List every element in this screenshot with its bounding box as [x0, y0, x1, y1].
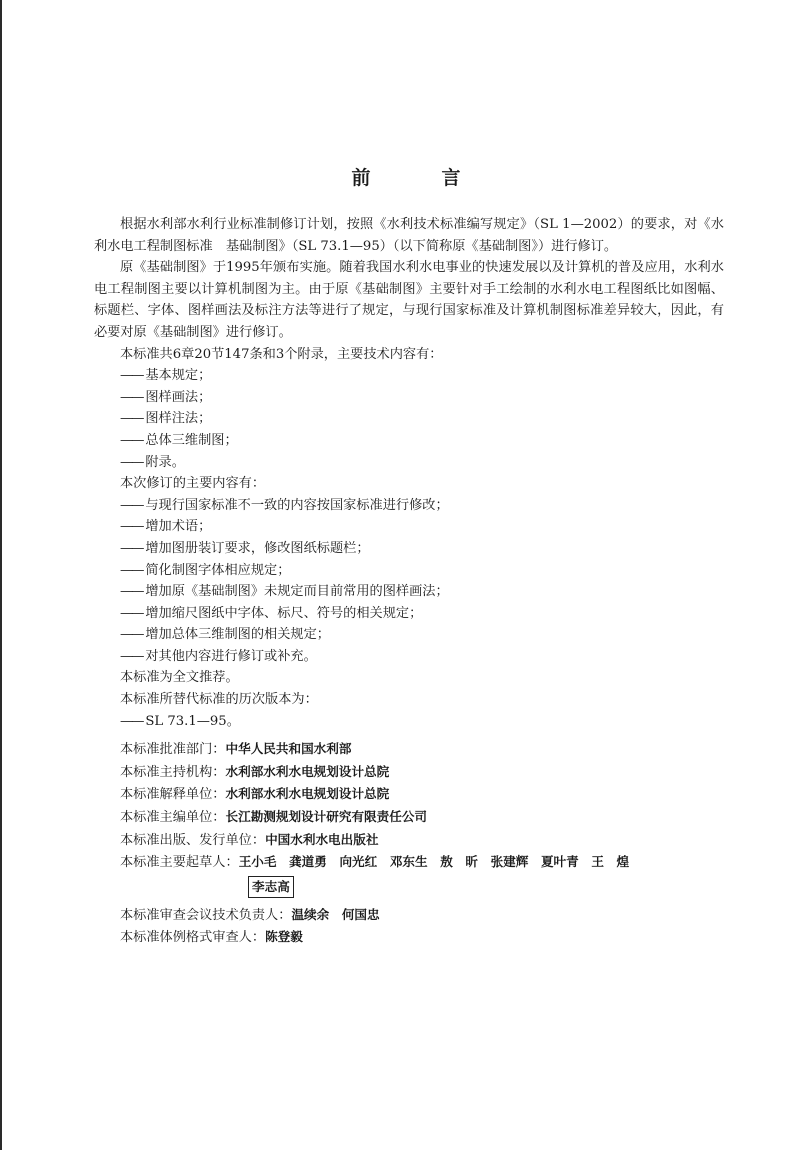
replaced-label: 本标准所替代标准的历次版本为：	[120, 692, 318, 708]
content-item: —— 总体三维制图；	[94, 430, 724, 452]
info-label: 本标准主编单位：	[120, 810, 226, 826]
revision-item: —— 增加图册装订要求，修改图纸标题栏；	[94, 538, 724, 560]
info-row-host	[94, 761, 724, 784]
info-row-publisher	[94, 829, 724, 852]
boxed-name-row	[94, 876, 724, 902]
revision-item: —— 简化制图字体相应规定；	[94, 560, 724, 582]
info-row-approval	[94, 738, 724, 761]
info-value: 水利部水利水电规划设计总院	[225, 763, 390, 779]
preface-body	[94, 214, 724, 949]
intro-paragraph-1: 根据水利部水利行业标准制修订计划，按照《水利技术标准编写规定》（SL 1—2002）的要求，对《水利水电工程制图标准 基础制图》（SL 73.1—95）（以下简称原《基础制图》）进行修订。	[94, 217, 724, 254]
recommend-note: 本标准为全文推荐。	[120, 670, 239, 686]
revision-item: —— 对其他内容进行修订或补充。	[94, 646, 724, 668]
info-row-interpretation	[94, 783, 724, 806]
info-value: 陈登毅	[265, 929, 303, 945]
info-row-review-lead	[94, 904, 724, 927]
page-title: 前 言	[351, 167, 487, 189]
intro-paragraph-2: 原《基础制图》于1995年颁布实施。随着我国水利水电事业的快速发展以及计算机的普及应用，水利水电工程制图主要以计算机制图为主。由于原《基础制图》主要针对手工绘制的水利水电工程图纸比如图幅、标题栏、字体、图样画法及标注方法等进行了规定，与现行国家标准及计算机制图标准差异较大，因此，有必要对原《基础制图》进行修订。	[94, 260, 724, 340]
content-item: —— 图样注法；	[94, 408, 724, 430]
info-block	[94, 738, 724, 949]
revision-intro: 本次修订的主要内容有：	[120, 476, 266, 492]
info-row-chief-editor	[94, 806, 724, 829]
revision-item: —— 与现行国家标准不一致的内容按国家标准进行修改；	[94, 495, 724, 517]
info-label: 本标准主要起草人：	[120, 855, 239, 871]
intro-paragraph-3: 本标准共6章20节147条和3个附录，主要技术内容有：	[120, 346, 443, 362]
replaced-item: —— SL 73.1—95。	[94, 711, 724, 733]
info-row-format-reviewer	[94, 926, 724, 949]
info-label: 本标准出版、发行单位：	[120, 832, 266, 848]
drafters-list: 王小毛 龚道勇 向光红 邓东生 敖 昕 张建辉 夏叶青 王 煌	[238, 854, 630, 870]
revision-item: —— 增加术语；	[94, 516, 724, 538]
info-label: 本标准审查会议技术负责人：	[120, 907, 292, 923]
info-value: 长江勘测规划设计研究有限责任公司	[225, 809, 427, 825]
content-item: —— 附录。	[94, 452, 724, 474]
revision-item: —— 增加原《基础制图》未规定而目前常用的图样画法；	[94, 581, 724, 603]
info-label: 本标准体例格式审查人：	[120, 930, 266, 946]
content-item: —— 图样画法；	[94, 387, 724, 409]
revision-item: —— 增加总体三维制图的相关规定；	[94, 624, 724, 646]
revision-item: —— 增加缩尺图纸中字体、标尺、符号的相关规定；	[94, 603, 724, 625]
boxed-drafter-name: 李志高	[248, 876, 294, 898]
info-value: 中国水利水电出版社	[265, 831, 379, 847]
info-value: 中华人民共和国水利部	[225, 741, 352, 757]
content-item: —— 基本规定；	[94, 365, 724, 387]
info-value: 温续余 何国忠	[291, 906, 380, 922]
info-label: 本标准解释单位：	[120, 787, 226, 803]
info-row-drafters	[94, 851, 724, 874]
info-label: 本标准主持机构：	[120, 764, 226, 780]
info-label: 本标准批准部门：	[120, 742, 226, 758]
info-value: 水利部水利水电规划设计总院	[225, 786, 390, 802]
